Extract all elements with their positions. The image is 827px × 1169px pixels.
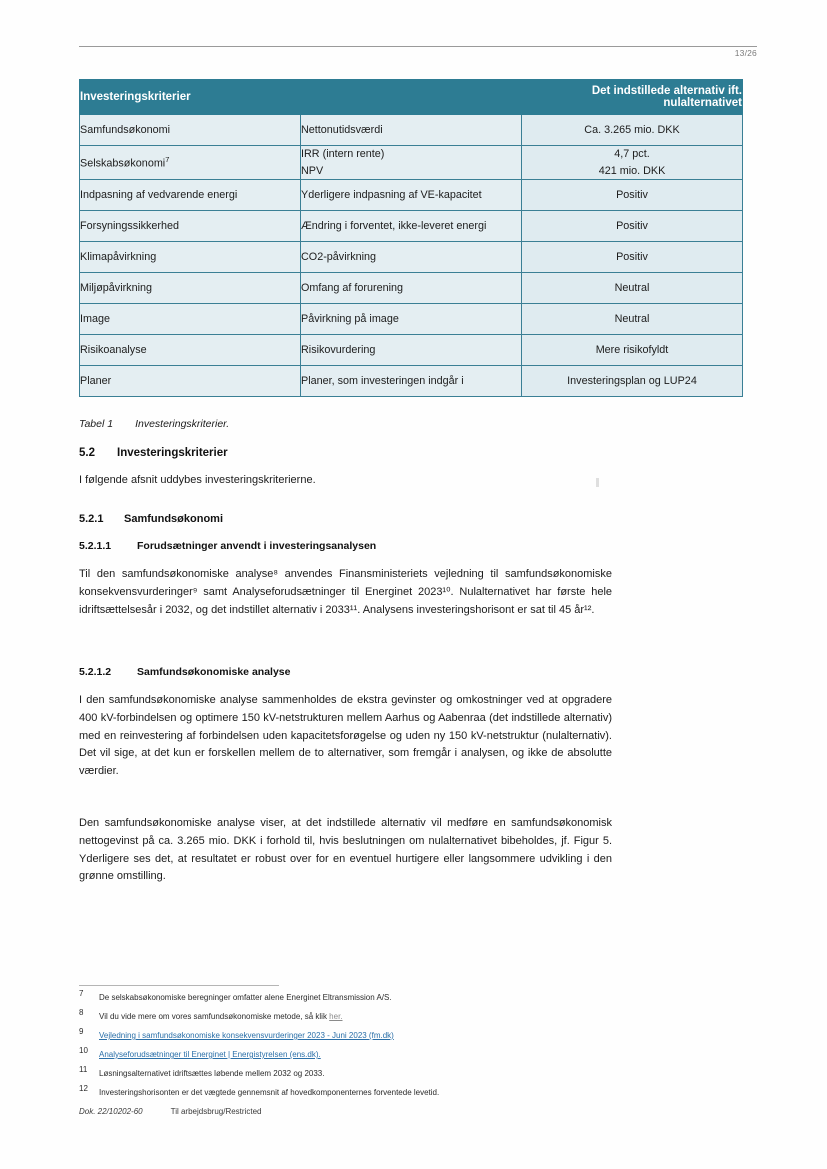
cell-value: Neutral — [522, 273, 743, 304]
cell-value: Investeringsplan og LUP24 — [522, 366, 743, 397]
table-header-criteria: Investeringskriterier — [80, 80, 522, 115]
cell-criterion: Image — [80, 304, 301, 335]
cell-value-line2: 421 mio. DKK — [598, 164, 666, 177]
table-row — [80, 304, 743, 335]
cell-value: Positiv — [522, 211, 743, 242]
cell-criterion: Klimapåvirkning — [80, 242, 301, 273]
cell-value: Ca. 3.265 mio. DKK — [522, 115, 743, 146]
table-row — [80, 115, 743, 146]
heading-5-2-1-2-number: 5.2.1.2 — [79, 666, 112, 678]
footnote-link[interactable]: Vejledning i samfundsøkonomiske konsekvensvurderinger 2023 - Juni 2023 (fm.dk) — [99, 1031, 394, 1040]
table-row — [80, 211, 743, 242]
table-caption-label: Tabel 1 — [79, 418, 114, 430]
paragraph-5-2: I følgende afsnit uddybes investeringskriterierne. — [79, 474, 316, 486]
cell-measure: Nettonutidsværdi — [301, 115, 522, 146]
table-row — [80, 180, 743, 211]
cell-measure-line2: NPV — [301, 164, 324, 177]
table-header-alternative: Det indstillede alternativ ift. nulalternativet — [522, 80, 743, 115]
cell-measure: Risikovurdering — [301, 335, 522, 366]
footnote-list — [79, 991, 679, 1105]
investment-criteria-table — [79, 79, 743, 397]
footnote-text — [99, 1029, 679, 1041]
footnote-link[interactable]: her. — [329, 1012, 343, 1021]
footnote-item — [79, 1010, 679, 1029]
footnote-item — [79, 991, 679, 1010]
footnote-text-body: Vil du vide mere om vores samfundsøkonomiske metode, så klik — [99, 1012, 330, 1021]
paragraph-5-2-1-2-b: Den samfundsøkonomiske analyse viser, at det indstillede alternativ vil medføre en samfundsøkonomisk nettogevinst på ca. 3.265 mio. DKK i forhold til, hvis beslutningen om nulalternativet bibeholdes, jf. Figur 5. Yderligere ses det, at resultatet er robust over for en eventuel hurtigere eller langsommere udvikling i den grønne omstilling. — [79, 817, 612, 883]
footnote-item — [79, 1029, 679, 1048]
footnote-item — [79, 1048, 679, 1067]
paragraph-5-2-1-2-a: I den samfundsøkonomiske analyse sammenholdes de ekstra gevinster og omkostninger ved at opgradere 400 kV-forbindelsen og optimere 150 kV-netstrukturen mellem Aarhus og Aabenraa (det indstillede alternativ) med en reinvestering af forbindelsen uden kapacitetsforøgelse og uden ny 150 kV-netstruktur (nulalternativ). Det vil sige, at det kun er forskellen mellem de to alternativer, som fremgår i analysen, og ikke de absolutte værdier. — [79, 694, 612, 778]
footnote-item — [79, 1086, 679, 1105]
cell-value: Positiv — [522, 180, 743, 211]
footnote-link[interactable]: Analyseforudsætninger til Energinet | Energistyrelsen (ens.dk). — [99, 1050, 321, 1059]
cell-measure-line1: IRR (intern rente) — [301, 148, 385, 160]
footnote-separator — [79, 985, 279, 986]
footnote-marker: 11 — [79, 1065, 88, 1074]
cell-criterion: Samfundsøkonomi — [80, 115, 301, 146]
cell-criterion: Miljøpåvirkning — [80, 273, 301, 304]
cell-measure: CO2-påvirkning — [301, 242, 522, 273]
footnote-marker: 10 — [79, 1046, 88, 1055]
cell-criterion: Indpasning af vedvarende energi — [80, 180, 301, 211]
document-classification: Til arbejdsbrug/Restricted — [170, 1107, 262, 1116]
footnote-marker: 12 — [79, 1084, 88, 1093]
table-row — [80, 146, 743, 180]
cell-measure: Omfang af forurening — [301, 273, 522, 304]
heading-5-2-number: 5.2 — [79, 447, 95, 459]
footnote-item — [79, 1067, 679, 1086]
footnote-text: Investeringshorisonten er det vægtede gennemsnit af hovedkomponenternes forventede levetid. — [99, 1088, 440, 1097]
cell-measure: Planer, som investeringen indgår i — [301, 366, 522, 397]
table-row — [80, 273, 743, 304]
document-id: Dok. 22/10202-60 — [79, 1107, 143, 1116]
footnote-ref-7: 7 — [165, 155, 170, 165]
table-row — [80, 366, 743, 397]
cell-value — [522, 146, 743, 180]
heading-5-2-1-1 — [79, 540, 376, 552]
footnote-marker: 9 — [79, 1027, 84, 1036]
table-row — [80, 335, 743, 366]
footnote-text: Løsningsalternativet idriftsættes løbende mellem 2032 og 2033. — [99, 1069, 325, 1078]
heading-5-2-1-2-title: Samfundsøkonomiske analyse — [137, 666, 291, 678]
cell-value: Mere risikofyldt — [522, 335, 743, 366]
footnote-text — [99, 1010, 679, 1022]
table-row — [80, 242, 743, 273]
heading-5-2-1-title: Samfundsøkonomi — [124, 513, 224, 525]
document-footer — [79, 1107, 261, 1116]
table-header-row — [80, 80, 743, 115]
cell-measure: Påvirkning på image — [301, 304, 522, 335]
footnote-text: De selskabsøkonomiske beregninger omfatter alene Energinet Eltransmission A/S. — [99, 993, 392, 1002]
cell-measure — [301, 146, 522, 180]
cell-measure: Ændring i forventet, ikke-leveret energi — [301, 211, 522, 242]
cell-value: Neutral — [522, 304, 743, 335]
cell-criterion: Forsyningssikkerhed — [80, 211, 301, 242]
cell-criterion: Risikoanalyse — [80, 335, 301, 366]
cell-criterion: Planer — [80, 366, 301, 397]
cell-measure: Yderligere indpasning af VE-kapacitet — [301, 180, 522, 211]
heading-5-2-1-2 — [79, 666, 290, 678]
heading-5-2-1-1-number: 5.2.1.1 — [79, 540, 112, 552]
cell-value-line1: 4,7 pct. — [614, 148, 650, 160]
cell-criterion-text: Selskabsøkonomi — [80, 158, 166, 171]
heading-5-2-1 — [79, 513, 223, 525]
heading-5-2-1-1-title: Forudsætninger anvendt i investeringsanalysen — [137, 540, 377, 552]
header-rule — [79, 46, 757, 47]
cell-criterion — [80, 146, 301, 180]
table-caption — [79, 418, 229, 430]
page-number: 13/26 — [734, 48, 757, 58]
cell-value: Positiv — [522, 242, 743, 273]
footnote-text — [99, 1048, 679, 1060]
paragraph-5-2-1-1: Til den samfundsøkonomiske analyse⁸ anvendes Finansministeriets vejledning til samfundsøkonomiske konsekvensvurderinger⁹ samt Analyseforudsætninger til Energinet 2023¹⁰. Nulalternativet har første hele idriftsættelsesår i 2032, og det indstillet alternativ i 2033¹¹. Analysens investeringshorisont er sat til 45 år¹². — [79, 568, 612, 616]
footnote-marker: 8 — [79, 1008, 84, 1017]
table-caption-text: Investeringskriterier. — [135, 418, 230, 430]
footnote-marker: 7 — [79, 989, 84, 998]
heading-5-2 — [79, 447, 228, 459]
heading-5-2-title: Investeringskriterier — [117, 447, 228, 459]
heading-5-2-1-number: 5.2.1 — [79, 513, 104, 525]
